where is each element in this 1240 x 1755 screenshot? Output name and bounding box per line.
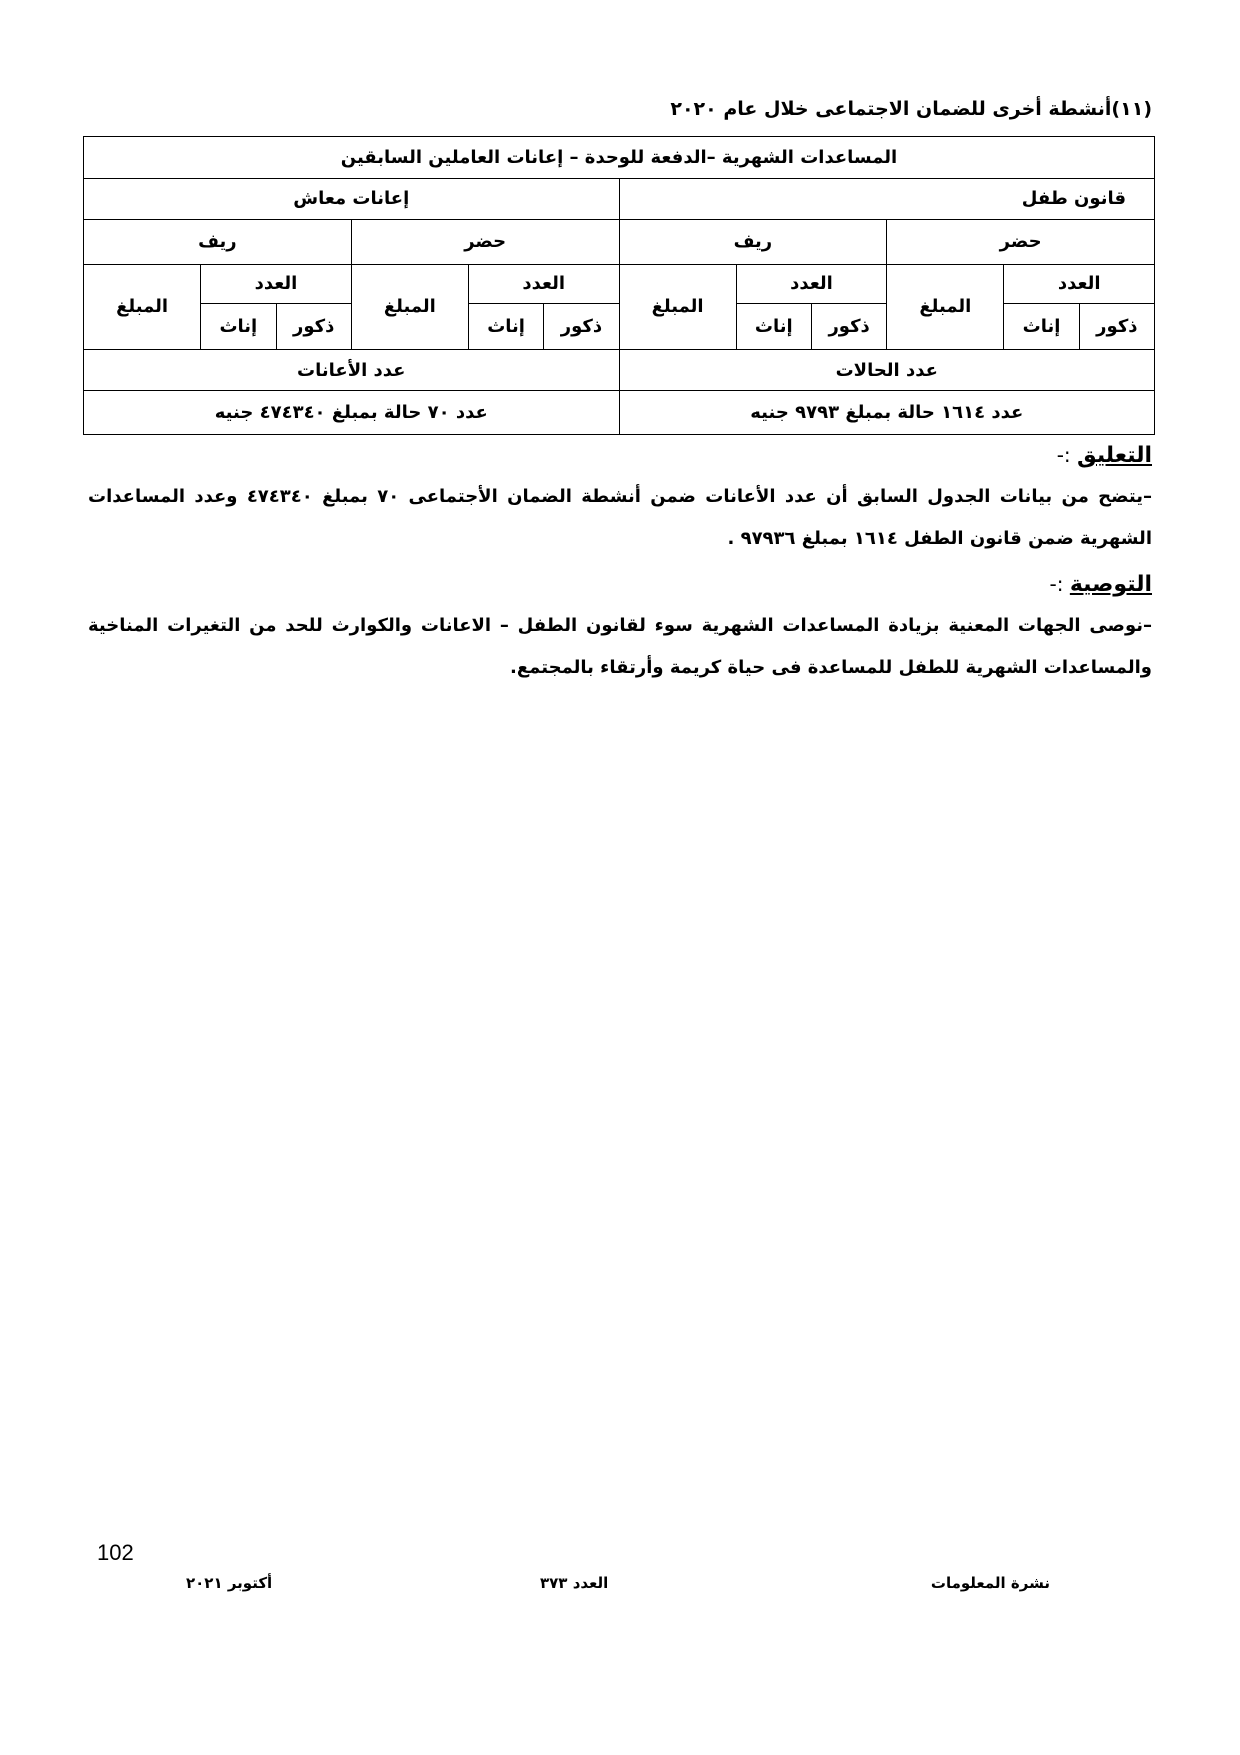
header-urban-child: حضر xyxy=(887,220,1155,265)
comment-heading-suffix: :- xyxy=(1056,443,1077,467)
header-count: العدد xyxy=(468,264,619,303)
comment-heading xyxy=(1057,443,1152,468)
header-males: ذكور xyxy=(811,304,886,350)
header-count: العدد xyxy=(201,264,352,303)
header-count: العدد xyxy=(736,264,887,303)
monthly-aid-table xyxy=(83,136,1155,435)
page-number: 102 xyxy=(97,1540,134,1565)
cases-value: عدد ١٦١٤ حالة بمبلغ ٩٧٩٣ جنيه xyxy=(619,391,1154,435)
table-title: المساعدات الشهرية –الدفعة للوحدة – إعانات العاملين السابقين xyxy=(84,137,1155,179)
comment-paragraph: –يتضح من بيانات الجدول السابق أن عدد الأعانات ضمن أنشطة الضمان الأجتماعى ٧٠ بمبلغ ٤٧٤٣٤٠ وعدد المساعدات الشهرية ضمن قانون الطفل ١٦١٤ بمبلغ ٩٧٩٣٦ . xyxy=(88,486,1152,549)
header-rural-pension: ريف xyxy=(84,220,352,265)
grants-label: عدد الأعانات xyxy=(84,349,620,391)
recommendation-heading xyxy=(1050,572,1152,597)
recommendation-heading-suffix: :- xyxy=(1049,572,1070,596)
footer-date: أكتوبر ٢٠٢١ xyxy=(186,1574,273,1592)
header-females: إناث xyxy=(736,304,811,350)
cases-label: عدد الحالات xyxy=(619,349,1154,391)
header-males: ذكور xyxy=(544,304,619,350)
header-females: إناث xyxy=(468,304,543,350)
header-amount: المبلغ xyxy=(619,264,736,349)
header-males: ذكور xyxy=(1079,304,1154,350)
header-amount: المبلغ xyxy=(84,264,201,349)
header-males: ذكور xyxy=(276,304,351,350)
header-females: إناث xyxy=(1004,304,1079,350)
group-header-pension-grants: إعانات معاش xyxy=(84,178,620,220)
group-header-child-law: قانون طفل xyxy=(619,178,1154,220)
comment-heading-word: التعليق xyxy=(1077,443,1152,468)
header-amount: المبلغ xyxy=(351,264,468,349)
section-title: (١١)أنشطة أخرى للضمان الاجتماعى خلال عام ٢٠٢٠ xyxy=(670,98,1152,120)
grants-value: عدد ٧٠ حالة بمبلغ ٤٧٤٣٤٠ جنيه xyxy=(84,391,620,435)
header-females: إناث xyxy=(201,304,276,350)
footer-publication: نشرة المعلومات xyxy=(930,1574,1050,1592)
recommendation-paragraph: –نوصى الجهات المعنية بزيادة المساعدات الشهرية سوء لقانون الطفل – الاعانات والكوارث للحد من التغيرات المناخية والمساعدات الشهرية للطفل للمساعدة فى حياة كريمة وأرتقاء بالمجتمع. xyxy=(88,615,1152,678)
header-count: العدد xyxy=(1004,264,1155,303)
footer-issue: العدد ٣٧٣ xyxy=(540,1574,609,1592)
header-rural-child: ريف xyxy=(619,220,887,265)
header-urban-pension: حضر xyxy=(351,220,619,265)
header-amount: المبلغ xyxy=(887,264,1004,349)
recommendation-heading-word: التوصية xyxy=(1069,572,1152,597)
